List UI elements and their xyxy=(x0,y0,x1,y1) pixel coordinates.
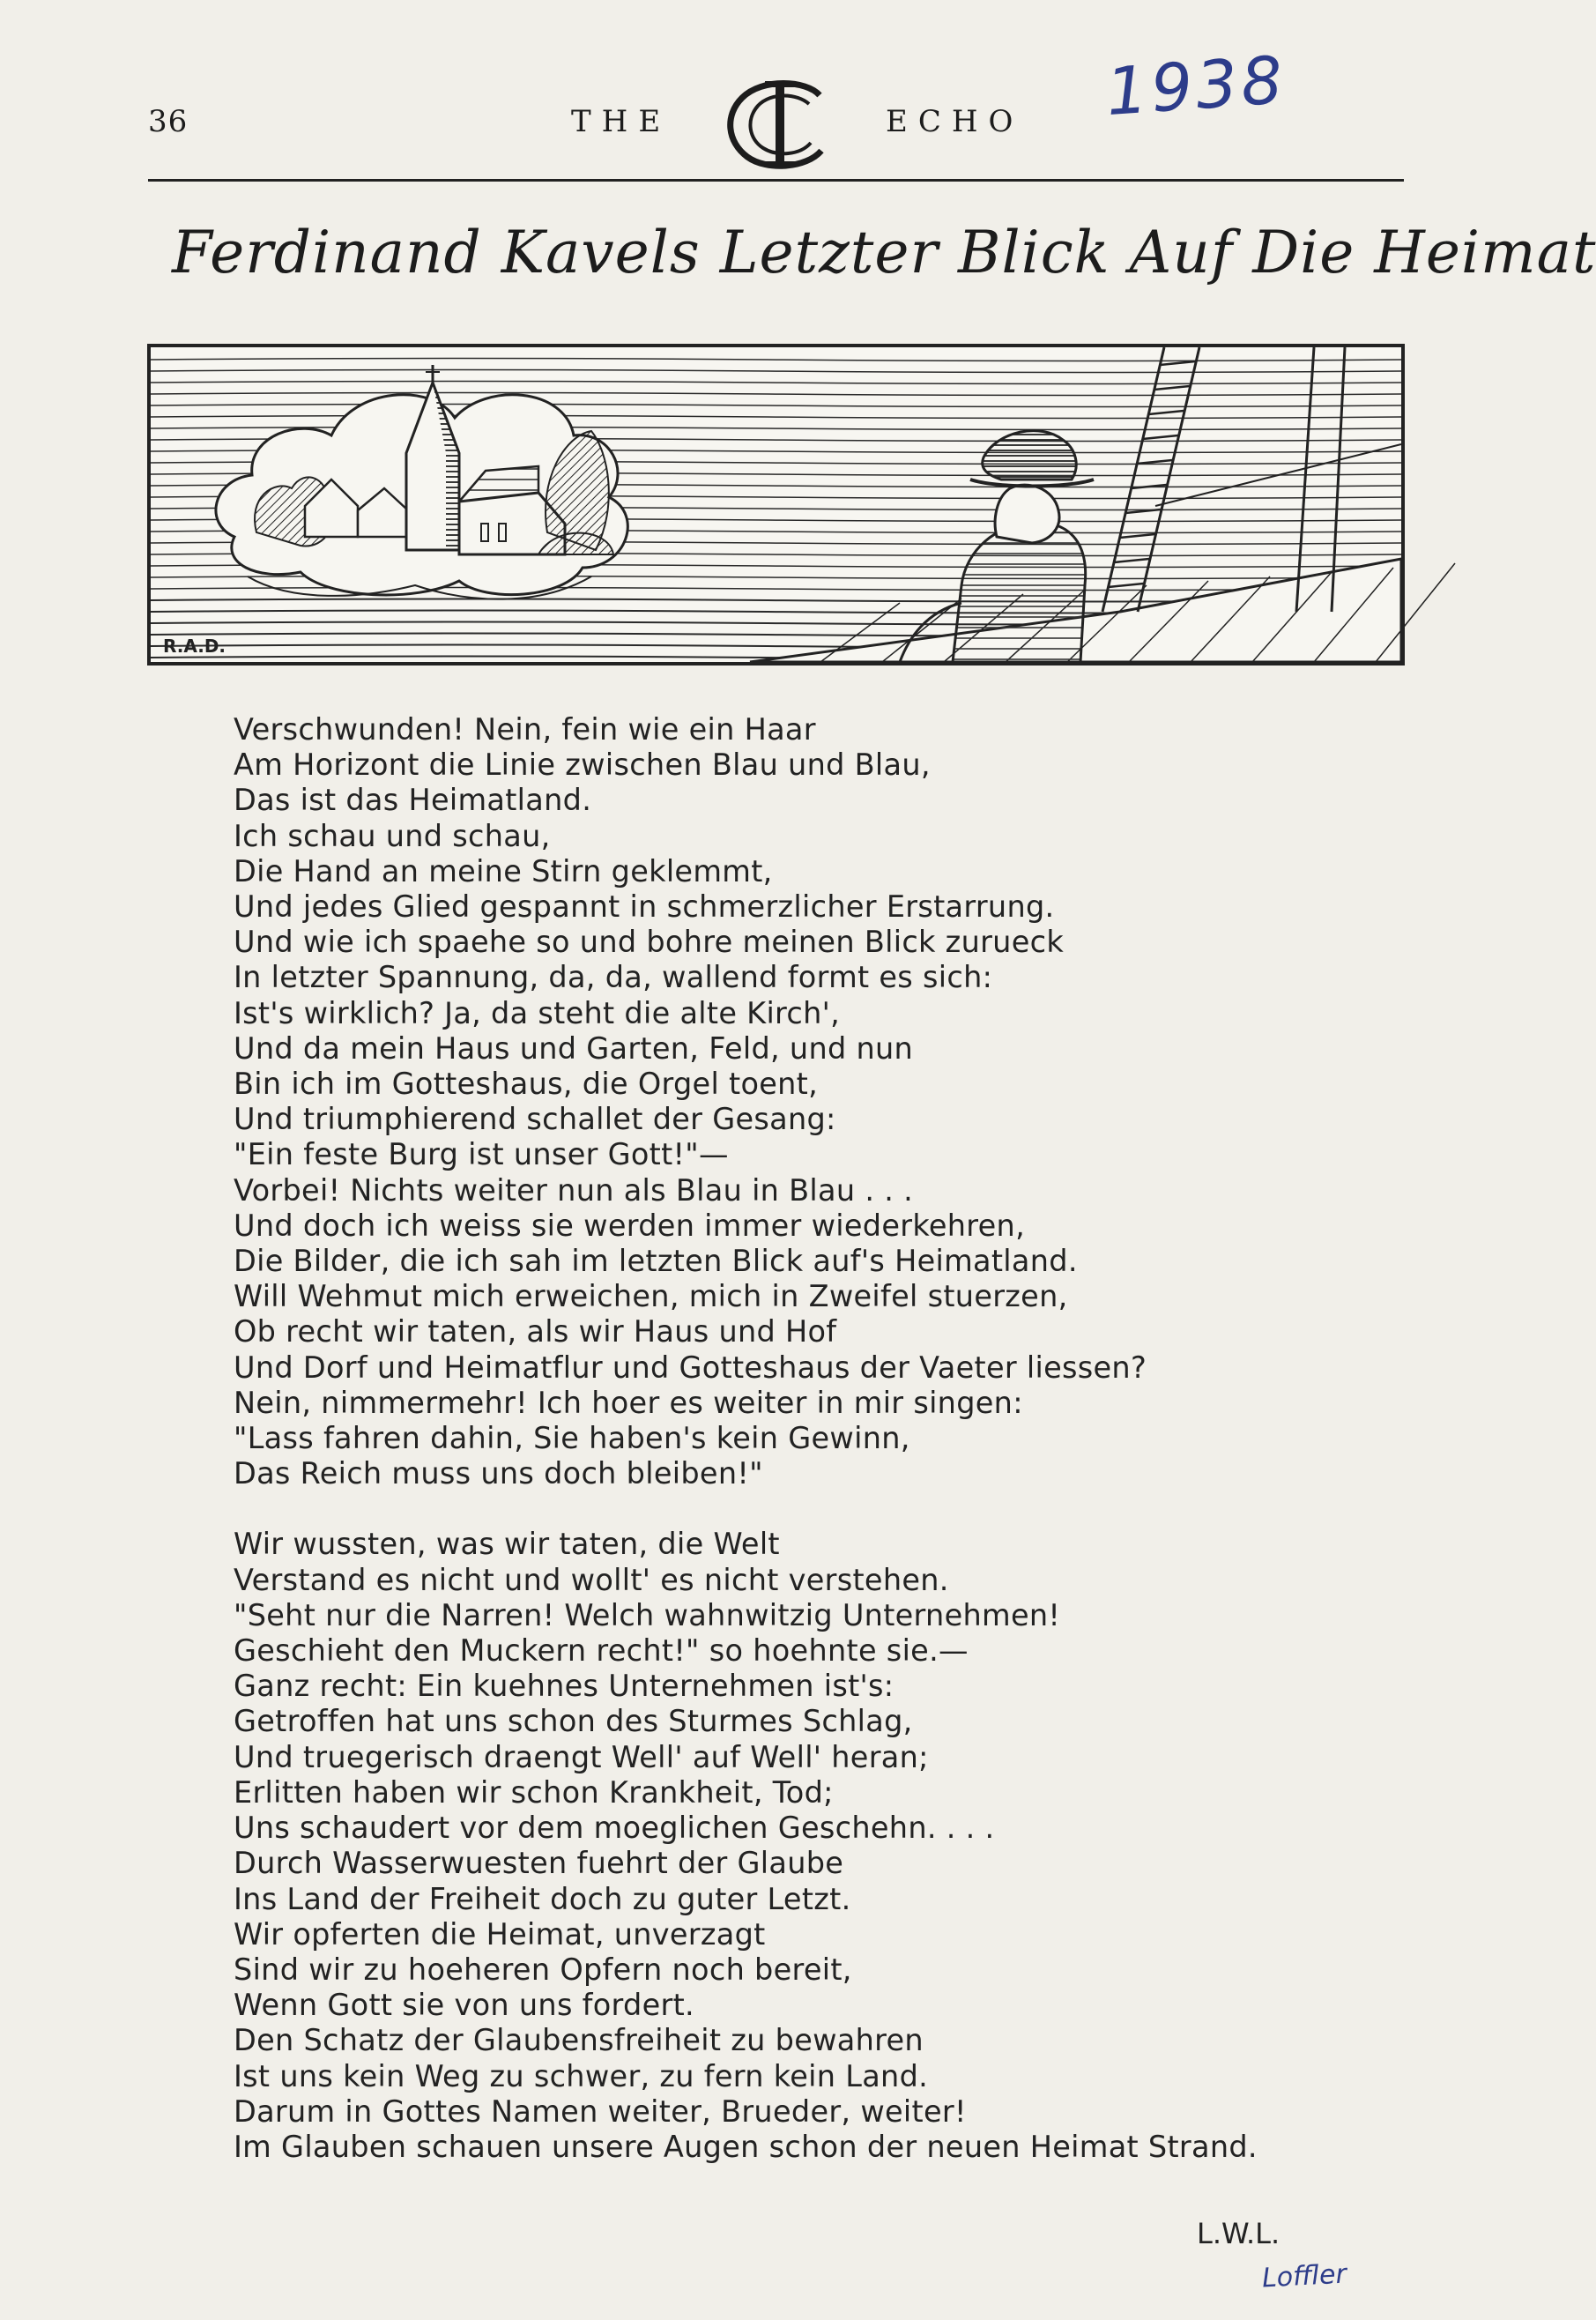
author-initials: L.W.L. xyxy=(1197,2217,1281,2250)
illustration xyxy=(147,344,1405,666)
publication-name-left: THE xyxy=(571,104,672,139)
poem-line: Erlitten haben wir schon Krankheit, Tod; xyxy=(234,1774,834,1810)
handwritten-year: 1938 xyxy=(1103,41,1289,131)
handwritten-author-name: Loffler xyxy=(1261,2258,1347,2294)
poem-line: Ins Land der Freiheit doch zu guter Letzt. xyxy=(234,1881,851,1916)
poem-line: Wenn Gott sie von uns fordert. xyxy=(234,1988,694,2023)
poem-line: Und jedes Glied gespannt in schmerzlicher Erstarrung. xyxy=(234,889,1055,925)
poem-line: Verstand es nicht und wollt' es nicht verstehen. xyxy=(234,1562,949,1597)
poem-line: Und wie ich spaehe so und bohre meinen Blick zurueck xyxy=(234,925,1065,960)
poem-line: Ganz recht: Ein kuehnes Unternehmen ist's: xyxy=(234,1669,895,1704)
poem-line: "Ein feste Burg ist unser Gott!"— xyxy=(234,1137,729,1172)
poem-line: Wir opferten die Heimat, unverzagt xyxy=(234,1916,766,1952)
poem-line: Ob recht wir taten, als wir Haus und Hof xyxy=(234,1314,837,1350)
poem-line: Geschieht den Muckern recht!" so hoehnte sie.— xyxy=(234,1633,969,1669)
publication-name-right: ECHO xyxy=(886,104,1024,139)
poem-line: Am Horizont die Linie zwischen Blau und Blau, xyxy=(234,747,931,783)
poem-line: Und doch ich weiss sie werden immer wiederkehren, xyxy=(234,1208,1026,1243)
poem-line: Die Hand an meine Stirn geklemmt, xyxy=(234,853,773,889)
poem-line: Verschwunden! Nein, fein wie ein Haar xyxy=(234,712,816,747)
poem-line: "Lass fahren dahin, Sie haben's kein Gewinn, xyxy=(234,1421,910,1456)
poem-line: Nein, nimmermehr! Ich hoer es weiter in mir singen: xyxy=(234,1385,1023,1420)
poem-line: Und da mein Haus und Garten, Feld, und nun xyxy=(234,1030,914,1066)
poem-line: Das Reich muss uns doch bleiben!" xyxy=(234,1456,763,1491)
poem-line: Den Schatz der Glaubensfreiheit zu bewahren xyxy=(234,2023,924,2058)
poem-line: Ist uns kein Weg zu schwer, zu fern kein Land. xyxy=(234,2058,929,2093)
poem-line: Und Dorf und Heimatflur und Gotteshaus der Vaeter liessen? xyxy=(234,1350,1147,1385)
poem-line: "Seht nur die Narren! Welch wahnwitzig Unternehmen! xyxy=(234,1597,1061,1632)
poem-body xyxy=(234,712,1379,2165)
ic-monogram-icon xyxy=(723,76,837,173)
header-rule xyxy=(148,179,1404,182)
stanza xyxy=(234,1527,1379,2165)
poem-line: Ich schau und schau, xyxy=(234,818,551,853)
poem-line: Bin ich im Gotteshaus, die Orgel toent, xyxy=(234,1067,819,1102)
poem-line: Ist's wirklich? Ja, da steht die alte Kirch', xyxy=(234,995,841,1030)
poem-title: Ferdinand Kavels Letzter Blick Auf Die Heimat xyxy=(172,219,1596,286)
poem-line: Getroffen hat uns schon des Sturmes Schlag, xyxy=(234,1704,913,1739)
poem-line: Darum in Gottes Namen weiter, Brueder, weiter! xyxy=(234,2093,967,2129)
poem-line: Will Wehmut mich erweichen, mich in Zweifel stuerzen, xyxy=(234,1279,1068,1314)
poem-line: Vorbei! Nichts weiter nun als Blau in Blau . . . xyxy=(234,1172,914,1208)
poem-line: Und triumphierend schallet der Gesang: xyxy=(234,1102,836,1137)
artist-initials: R.A.D. xyxy=(163,636,226,657)
stanza xyxy=(234,712,1379,1491)
poem-line: Im Glauben schauen unsere Augen schon der neuen Heimat Strand. xyxy=(234,2129,1258,2164)
poem-line: In letzter Spannung, da, da, wallend formt es sich: xyxy=(234,960,993,995)
poem-line: Das ist das Heimatland. xyxy=(234,783,592,818)
poem-line: Wir wussten, was wir taten, die Welt xyxy=(234,1527,780,1562)
poem-line: Durch Wasserwuesten fuehrt der Glaube xyxy=(234,1846,844,1881)
poem-line: Uns schaudert vor dem moeglichen Geschehn. . . . xyxy=(234,1811,995,1846)
poem-line: Und truegerisch draengt Well' auf Well' heran; xyxy=(234,1739,929,1774)
page-number: 36 xyxy=(148,104,189,139)
poem-line: Die Bilder, die ich sah im letzten Blick auf's Heimatland. xyxy=(234,1244,1078,1279)
poem-line: Sind wir zu hoeheren Opfern noch bereit, xyxy=(234,1952,852,1987)
